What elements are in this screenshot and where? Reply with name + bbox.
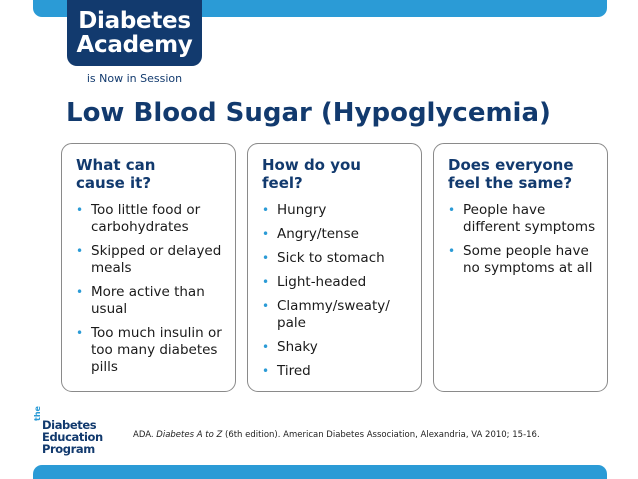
list-item: • Some people have no symptoms at all xyxy=(448,243,593,276)
list-item: • Tired xyxy=(262,363,311,379)
bullet-icon: • xyxy=(76,244,84,258)
bullet-icon: • xyxy=(262,227,270,241)
list-item: • Angry/tense xyxy=(262,226,359,242)
list-item: • More active than usual xyxy=(76,284,205,317)
list-item: • Too much insulin or too many diabetes pills xyxy=(76,325,222,375)
logo-line-1: Diabetes xyxy=(42,418,97,432)
list-item: • Shaky xyxy=(262,339,318,355)
list-item: • Skipped or delayed meals xyxy=(76,243,222,276)
card-symptoms xyxy=(247,143,422,392)
bullet-icon: • xyxy=(262,251,270,265)
logo-the: the xyxy=(33,406,42,421)
bullet-icon: • xyxy=(262,340,270,354)
list-item: • Hungry xyxy=(262,202,327,218)
slide-title: Low Blood Sugar (Hypoglycemia) xyxy=(66,98,551,128)
bullet-icon: • xyxy=(262,299,270,313)
bullet-icon: • xyxy=(76,326,84,340)
bullet-icon: • xyxy=(262,364,270,378)
bullet-icon: • xyxy=(448,203,456,217)
list-item: • Too little food or carbohydrates xyxy=(76,202,201,235)
bullet-icon: • xyxy=(76,285,84,299)
bullet-list xyxy=(262,202,413,387)
card-same-symptoms xyxy=(433,143,608,392)
bullet-list xyxy=(448,202,599,284)
bullet-icon: • xyxy=(262,275,270,289)
bullet-icon: • xyxy=(76,203,84,217)
citation: ADA. Diabetes A to Z (6th edition). American Diabetes Association, Alexandria, VA 2010; 15-16. xyxy=(133,430,540,440)
card-heading: What can cause it? xyxy=(76,156,156,192)
list-item: • Sick to stomach xyxy=(262,250,385,266)
logo-line-2: Academy xyxy=(76,32,193,58)
card-heading: How do you feel? xyxy=(262,156,361,192)
list-item: • Light-headed xyxy=(262,274,367,290)
card-causes xyxy=(61,143,236,392)
bullet-list xyxy=(76,202,227,383)
list-item: • People have different symptoms xyxy=(448,202,596,235)
logo-tagline: is Now in Session xyxy=(86,72,183,85)
bottom-accent-bar xyxy=(33,465,607,479)
card-heading: Does everyone feel the same? xyxy=(448,156,574,192)
logo-line-2: Education xyxy=(42,430,103,444)
bullet-icon: • xyxy=(262,203,270,217)
logo-line-3: Program xyxy=(42,442,95,456)
logo-line-1: Diabetes xyxy=(78,8,191,34)
diabetes-academy-logo xyxy=(67,0,202,66)
list-item: • Clammy/sweaty/ pale xyxy=(262,298,390,331)
diabetes-education-program-logo xyxy=(33,406,113,457)
bullet-icon: • xyxy=(448,244,456,258)
